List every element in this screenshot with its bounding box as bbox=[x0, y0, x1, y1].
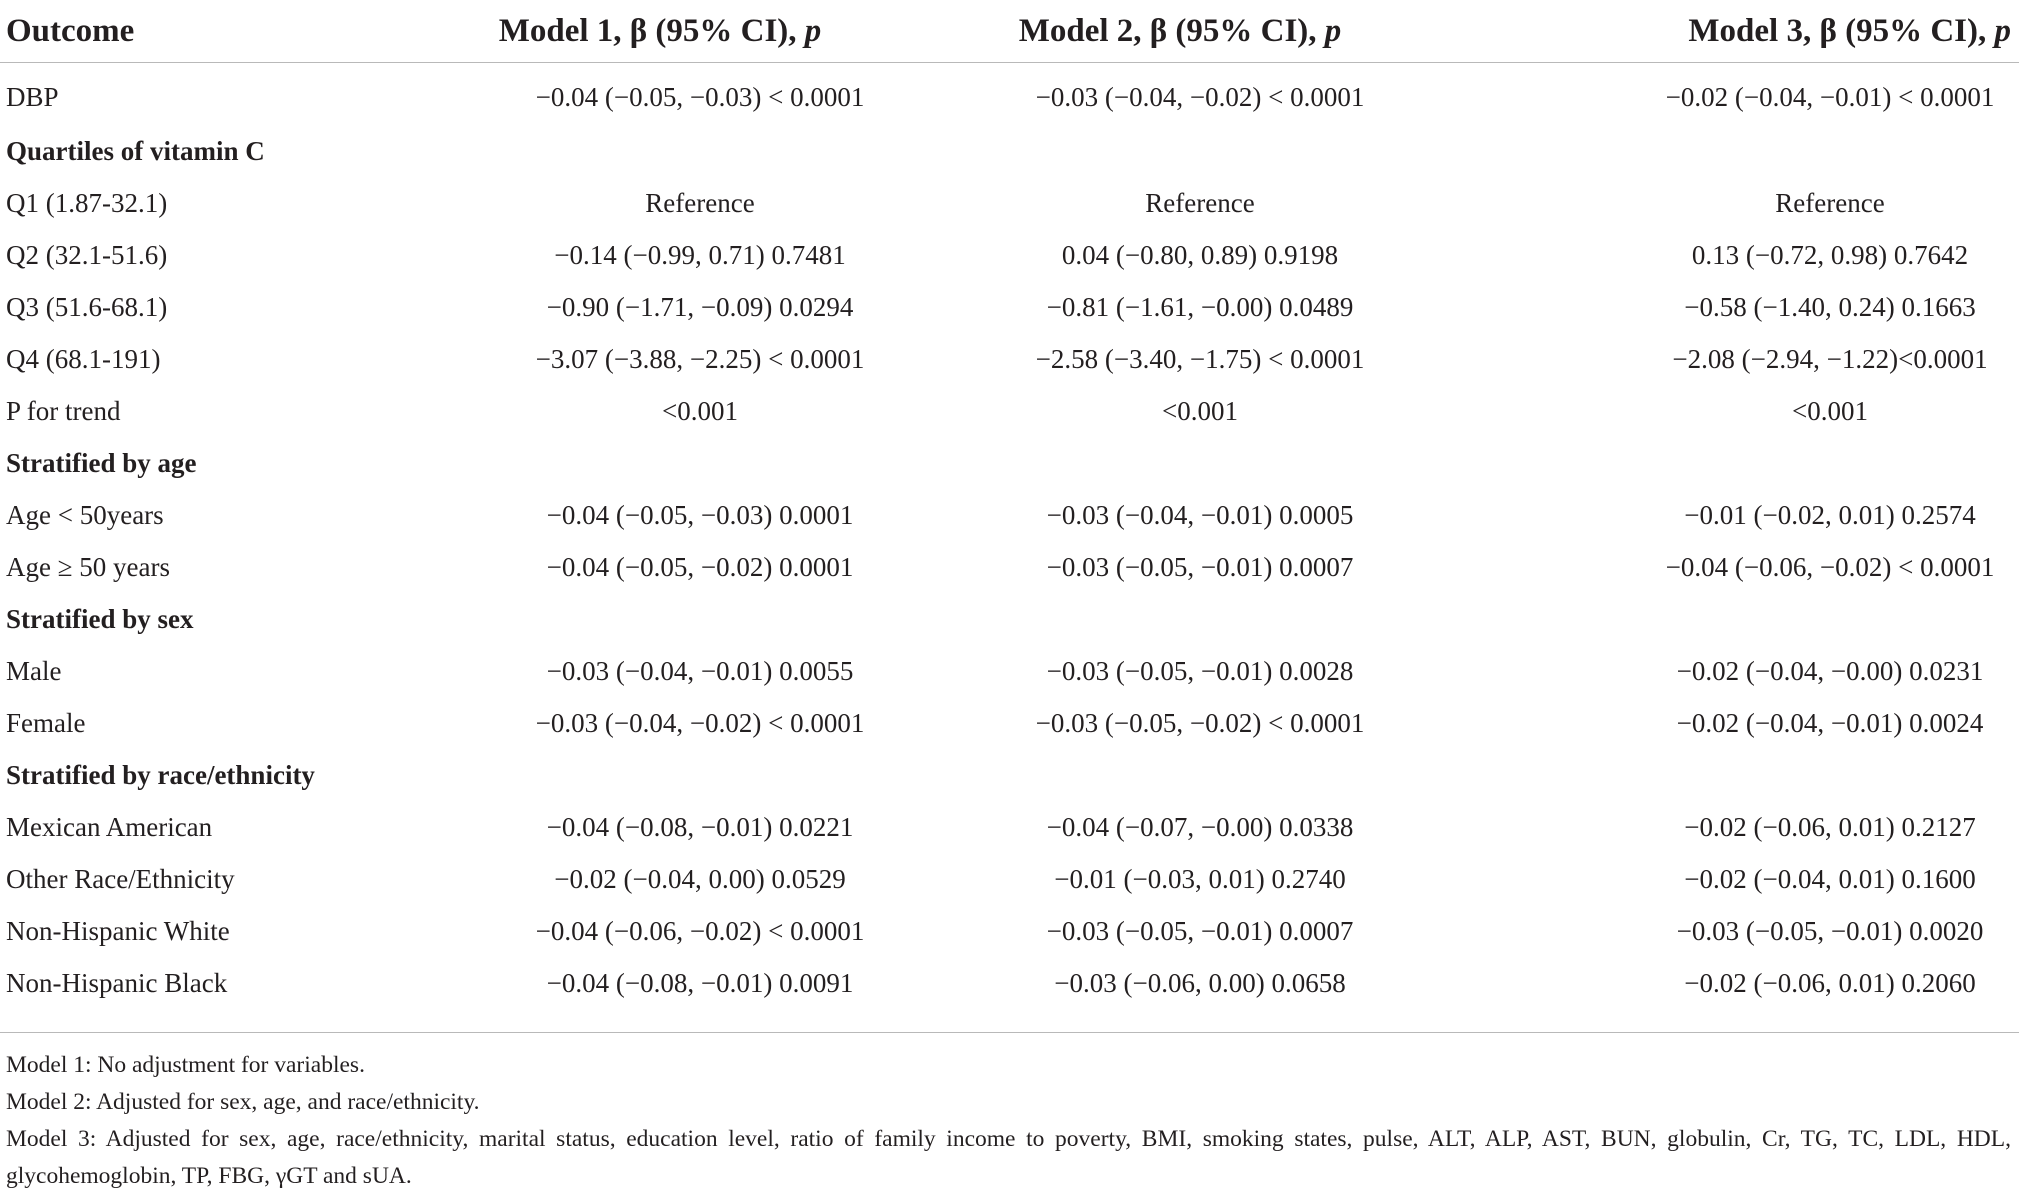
model-3-value: <0.001 bbox=[1792, 395, 1868, 426]
table-footnotes bbox=[6, 1047, 2011, 1195]
model-3-value: Reference bbox=[1775, 187, 1885, 218]
model-3-value: −2.08 (−2.94, −1.22)<0.0001 bbox=[1672, 343, 1988, 374]
header-model-2 bbox=[880, 0, 1480, 63]
model-1-value: −3.07 (−3.88, −2.25) < 0.0001 bbox=[535, 343, 865, 374]
row-label: Age ≥ 50 years bbox=[6, 551, 171, 582]
model-1-value: −0.04 (−0.05, −0.03) 0.0001 bbox=[546, 499, 854, 530]
table-row-q3 bbox=[0, 281, 2019, 333]
model-3-value: −0.02 (−0.04, −0.00) 0.0231 bbox=[1676, 655, 1984, 686]
model-2-value: −0.03 (−0.04, −0.02) < 0.0001 bbox=[1035, 81, 1365, 112]
table-row-q1 bbox=[0, 177, 2019, 229]
model-1-value: −0.04 (−0.05, −0.03) < 0.0001 bbox=[535, 81, 865, 112]
model-3-cell bbox=[1480, 177, 2019, 229]
model-1-value: −0.03 (−0.04, −0.01) 0.0055 bbox=[546, 655, 854, 686]
model-3-cell bbox=[1480, 333, 2019, 385]
model-3-cell bbox=[1480, 229, 2019, 281]
model-3-cell bbox=[1480, 697, 2019, 749]
model-3-cell bbox=[1480, 853, 2019, 905]
table-row-age-50-plus bbox=[0, 541, 2019, 593]
row-label: Male bbox=[6, 655, 62, 686]
table-row-q2 bbox=[0, 229, 2019, 281]
section-heading: Quartiles of vitamin C bbox=[6, 135, 265, 166]
model-1-value: −0.04 (−0.08, −0.01) 0.0221 bbox=[546, 811, 854, 842]
header-outcome: Outcome bbox=[0, 0, 440, 63]
model-1-value: −0.04 (−0.06, −0.02) < 0.0001 bbox=[535, 915, 865, 946]
header-model-3 bbox=[1480, 0, 2019, 63]
model-1-value: −0.14 (−0.99, 0.71) 0.7481 bbox=[554, 239, 846, 270]
model-2-value: −0.03 (−0.04, −0.01) 0.0005 bbox=[1046, 499, 1354, 530]
model-3-value: −0.03 (−0.05, −0.01) 0.0020 bbox=[1676, 915, 1984, 946]
row-label: Q3 (51.6-68.1) bbox=[6, 291, 168, 322]
model-2-value: <0.001 bbox=[1162, 395, 1238, 426]
section-row-age bbox=[0, 437, 2019, 489]
model-3-value: −0.04 (−0.06, −0.02) < 0.0001 bbox=[1665, 551, 1995, 582]
table-row-female bbox=[0, 697, 2019, 749]
header-model-1-text: Model 1, β (95% CI), bbox=[498, 12, 805, 49]
row-label: Female bbox=[6, 707, 86, 738]
model-2-value: −0.81 (−1.61, −0.00) 0.0489 bbox=[1046, 291, 1354, 322]
model-2-value: −0.03 (−0.05, −0.02) < 0.0001 bbox=[1035, 707, 1365, 738]
model-2-value: −2.58 (−3.40, −1.75) < 0.0001 bbox=[1035, 343, 1365, 374]
model-2-value: −0.03 (−0.05, −0.01) 0.0028 bbox=[1046, 655, 1354, 686]
model-2-value: −0.01 (−0.03, 0.01) 0.2740 bbox=[1054, 863, 1346, 894]
model-3-cell bbox=[1480, 645, 2019, 697]
footnote-model-3: Model 3: Adjusted for sex, age, race/ethnicity, marital status, education level, ratio of family income to poverty, BMI, smoking states, pulse, ALT, ALP, AST, BUN, globulin, Cr, TG, TC, LDL, HDL, glycohemoglobin, TP, FBG, γGT and sUA. bbox=[6, 1126, 2011, 1189]
model-1-value: −0.04 (−0.08, −0.01) 0.0091 bbox=[546, 967, 854, 998]
model-2-value: −0.03 (−0.05, −0.01) 0.0007 bbox=[1046, 551, 1354, 582]
row-label: Mexican American bbox=[6, 811, 213, 842]
header-row bbox=[0, 0, 2019, 63]
model-2-value: −0.03 (−0.06, 0.00) 0.0658 bbox=[1054, 967, 1346, 998]
table-body bbox=[0, 63, 2019, 1016]
table-row-age-under-50 bbox=[0, 489, 2019, 541]
section-row-sex bbox=[0, 593, 2019, 645]
row-label: P for trend bbox=[6, 395, 121, 426]
section-row-quartiles bbox=[0, 125, 2019, 177]
model-3-value: −0.02 (−0.04, −0.01) 0.0024 bbox=[1676, 707, 1984, 738]
header-model-3-text: Model 3, β (95% CI), bbox=[1688, 12, 1995, 49]
section-heading: Stratified by age bbox=[6, 447, 197, 478]
model-3-value: −0.02 (−0.06, 0.01) 0.2127 bbox=[1684, 811, 1976, 842]
table-row-non-hispanic-black bbox=[0, 957, 2019, 1015]
model-3-cell bbox=[1480, 957, 2019, 1015]
model-1-value: −0.02 (−0.04, 0.00) 0.0529 bbox=[554, 863, 846, 894]
model-2-value: −0.03 (−0.05, −0.01) 0.0007 bbox=[1046, 915, 1354, 946]
table-row-male bbox=[0, 645, 2019, 697]
model-3-cell bbox=[1480, 63, 2019, 126]
model-3-value: −0.02 (−0.06, 0.01) 0.2060 bbox=[1684, 967, 1976, 998]
section-row-race bbox=[0, 749, 2019, 801]
model-3-value: −0.02 (−0.04, 0.01) 0.1600 bbox=[1684, 863, 1976, 894]
model-3-cell bbox=[1480, 541, 2019, 593]
table-row-other-race bbox=[0, 853, 2019, 905]
row-label: Non-Hispanic Black bbox=[6, 967, 228, 998]
model-2-value: Reference bbox=[1145, 187, 1255, 218]
row-label: Q1 (1.87-32.1) bbox=[6, 187, 168, 218]
model-3-cell bbox=[1480, 905, 2019, 957]
model-3-value: −0.02 (−0.04, −0.01) < 0.0001 bbox=[1665, 81, 1995, 112]
model-2-value: 0.04 (−0.80, 0.89) 0.9198 bbox=[1061, 239, 1339, 270]
section-heading: Stratified by sex bbox=[6, 603, 194, 634]
row-label: DBP bbox=[6, 81, 59, 112]
table-row-p-trend bbox=[0, 385, 2019, 437]
header-model-3-p: p bbox=[1994, 12, 2011, 49]
model-1-value: −0.04 (−0.05, −0.02) 0.0001 bbox=[546, 551, 854, 582]
model-3-value: −0.58 (−1.40, 0.24) 0.1663 bbox=[1684, 291, 1976, 322]
table-row-dbp bbox=[0, 63, 2019, 126]
table-bottom-rule bbox=[0, 1032, 2019, 1033]
model-3-value: 0.13 (−0.72, 0.98) 0.7642 bbox=[1691, 239, 1969, 270]
model-3-cell bbox=[1480, 385, 2019, 437]
header-model-2-p: p bbox=[1324, 12, 1342, 49]
footnote-model-2: Model 2: Adjusted for sex, age, and race/ethnicity. bbox=[6, 1089, 480, 1115]
section-heading: Stratified by race/ethnicity bbox=[6, 759, 315, 790]
row-label: Other Race/Ethnicity bbox=[6, 863, 235, 894]
model-3-cell bbox=[1480, 801, 2019, 853]
row-label: Q2 (32.1-51.6) bbox=[6, 239, 168, 270]
model-1-value: <0.001 bbox=[662, 395, 738, 426]
row-label: Q4 (68.1-191) bbox=[6, 343, 161, 374]
model-1-value: −0.90 (−1.71, −0.09) 0.0294 bbox=[546, 291, 854, 322]
header-model-2-text: Model 2, β (95% CI), bbox=[1018, 12, 1325, 49]
table-row-non-hispanic-white bbox=[0, 905, 2019, 957]
table-row-mexican-american bbox=[0, 801, 2019, 853]
row-label: Age < 50years bbox=[6, 499, 164, 530]
header-model-1 bbox=[440, 0, 880, 63]
table-header bbox=[0, 0, 2019, 63]
row-label: Non-Hispanic White bbox=[6, 915, 230, 946]
header-model-1-p: p bbox=[804, 12, 822, 49]
model-1-value: −0.03 (−0.04, −0.02) < 0.0001 bbox=[535, 707, 865, 738]
model-3-cell bbox=[1480, 489, 2019, 541]
model-3-value: −0.01 (−0.02, 0.01) 0.2574 bbox=[1684, 499, 1976, 530]
table-row-q4 bbox=[0, 333, 2019, 385]
model-1-value: Reference bbox=[645, 187, 755, 218]
footnote-model-1: Model 1: No adjustment for variables. bbox=[6, 1052, 365, 1078]
model-3-cell bbox=[1480, 281, 2019, 333]
model-2-value: −0.04 (−0.07, −0.00) 0.0338 bbox=[1046, 811, 1354, 842]
